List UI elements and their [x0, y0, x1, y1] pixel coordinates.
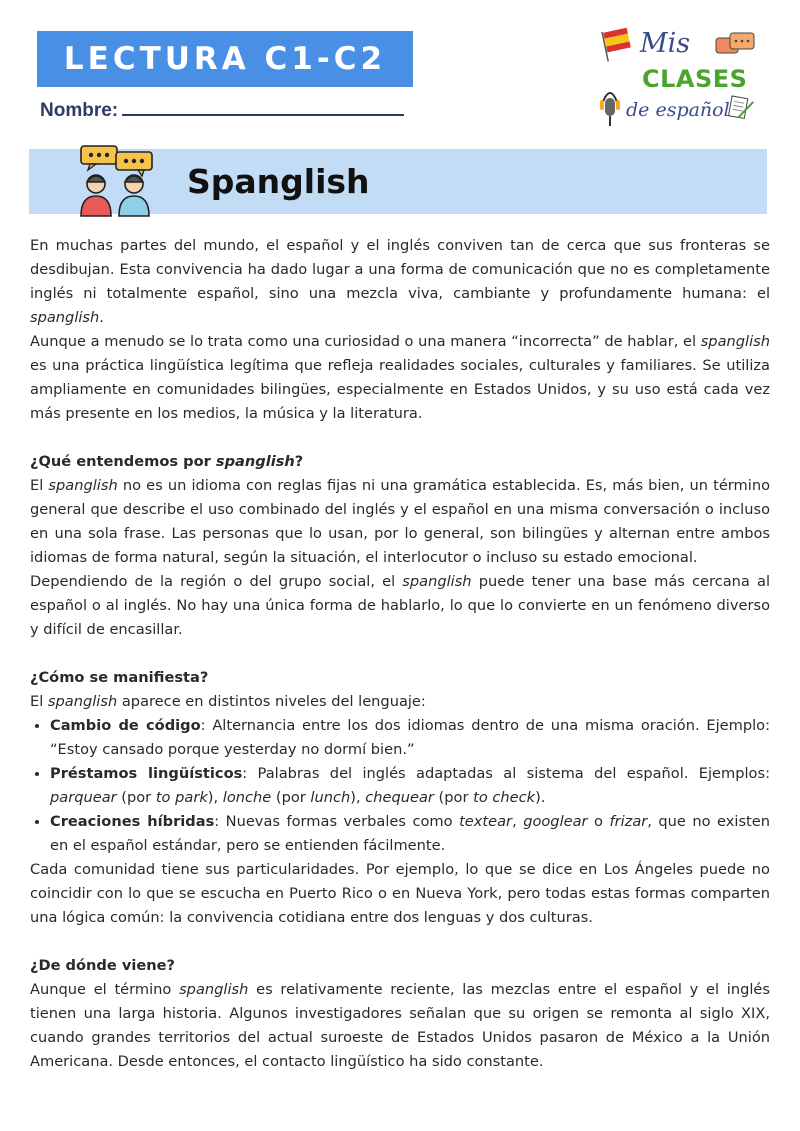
paragraph: En muchas partes del mundo, el español y el inglés conviven tan de cerca que sus fronteras se desdibujan. Esta convivencia ha dado lugar a una forma de comunicación que no es completamente inglés ni totalmente español, sino una mezcla viva, cambiante y profundamente humana: el spanglish.	[30, 237, 770, 326]
name-blank-line	[122, 100, 404, 116]
section-heading: ¿Qué entendemos por spanglish?	[30, 453, 304, 470]
microphone-icon	[600, 93, 620, 126]
name-label: Nombre:	[40, 100, 119, 121]
name-field	[40, 100, 404, 122]
page-title: Spanglish	[187, 162, 370, 201]
paragraph: Cada comunidad tiene sus particularidades. Por ejemplo, lo que se dice en Los Ángeles puede no coincidir con lo que se escucha en Puerto Rico o en Nueva York, pero todas estas formas comparten una lógica común: la convivencia cotidiana entre dos lenguas y dos culturas.	[30, 861, 770, 926]
logo	[596, 22, 766, 134]
worksheet-title: LECTURA C1-C2	[37, 31, 413, 87]
reading-text	[30, 234, 770, 1074]
speech-bubbles-icon	[716, 33, 754, 53]
logo-text-espanol: de español	[626, 99, 730, 121]
paragraph: Aunque a menudo se lo trata como una curiosidad o una manera “incorrecta” de hablar, el spanglish es una práctica lingüística legítima que refleja realidades sociales, culturales y familiares. Se utiliza ampliamente en comunidades bilingües, especialmente en Estados Unidos, y su uso está cada vez más presente en los medios, la música y la literatura.	[30, 333, 770, 422]
notepad-icon	[729, 96, 754, 120]
bullet-list	[30, 714, 770, 858]
paragraph: Aunque el término spanglish es relativamente reciente, las mezclas entre el español y el inglés tienen una larga historia. Algunos investigadores señalan que su origen se remonta al siglo XIX, cuando grandes territorios del actual suroeste de Estados Unidos pasaron de México a la Unión Americana. Desde entonces, el contacto lingüístico ha sido constante.	[30, 981, 770, 1070]
list-item: • Creaciones híbridas: Nuevas formas verbales como textear, googlear o frizar, que no existen en el español estándar, pero se entienden fácilmente.	[50, 810, 770, 858]
spain-flag-icon	[602, 27, 633, 62]
paragraph: Dependiendo de la región o del grupo social, el spanglish puede tener una base más cercana al español o al inglés. No hay una única forma de hablarlo, lo que lo convierte en un fenómeno diverso y difícil de encasillar.	[30, 573, 770, 638]
list-item: • Cambio de código: Alternancia entre los dos idiomas dentro de una misma oración. Ejemplo: “Estoy cansado porque yesterday no dormí bien.”	[50, 714, 770, 762]
paragraph: El spanglish no es un idioma con reglas fijas ni una gramática establecida. Es, más bien, un término general que describe el uso combinado del inglés y el español en una misma conversación o incluso en una sola frase. Las personas que lo usan, por lo general, son bilingües y alternan entre ambos idiomas de forma natural, según la situación, el interlocutor o incluso su estado emocional.	[30, 477, 770, 566]
section-heading: ¿De dónde viene?	[30, 957, 176, 974]
people-talking-icon	[78, 144, 158, 218]
list-item: • Préstamos lingüísticos: Palabras del inglés adaptadas al sistema del español. Ejemplos: parquear (por to park), lonche (por lunch), chequear (por to check).	[50, 762, 770, 810]
paragraph: El spanglish aparece en distintos niveles del lenguaje:	[30, 693, 426, 710]
logo-text-clases: CLASES	[642, 65, 748, 93]
logo-text-mis: Mis	[640, 28, 691, 59]
section-heading: ¿Cómo se manifiesta?	[30, 669, 209, 686]
